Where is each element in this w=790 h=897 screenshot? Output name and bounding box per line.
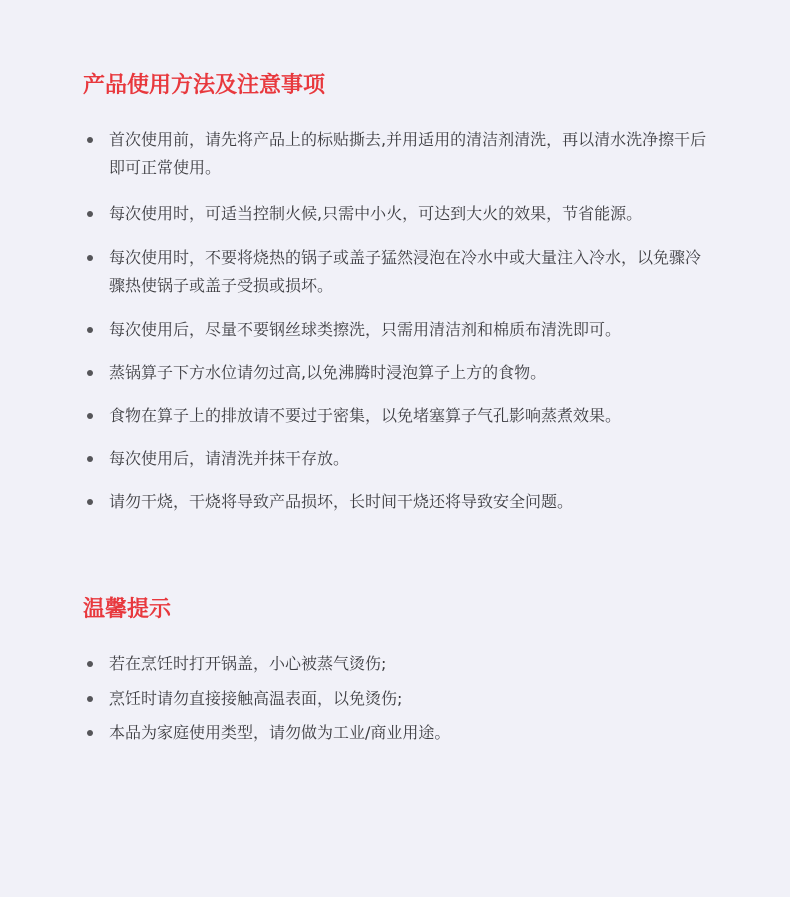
usage-title: 产品使用方法及注意事项 bbox=[83, 73, 326, 98]
list-item-text: 首次使用前，请先将产品上的标贴撕去,并用适用的清洁剂清洗，再以清水洗净擦干后即可正常使用。 bbox=[109, 130, 707, 177]
list-item-text: 蒸锅算子下方水位请勿过高,以免沸腾时浸泡算子上方的食物。 bbox=[109, 363, 547, 382]
bullet-icon bbox=[87, 370, 93, 376]
bullet-icon bbox=[87, 255, 93, 261]
list-item-text: 每次使用时，不要将烧热的锅子或盖子猛然浸泡在冷水中或大量注入冷水，以免骤冷骤热使锅子或盖子受损或损坏。 bbox=[109, 248, 702, 295]
bullet-icon bbox=[87, 696, 93, 702]
bullet-icon bbox=[87, 137, 93, 143]
tips-title: 温馨提示 bbox=[83, 597, 172, 622]
bullet-icon bbox=[87, 661, 93, 667]
list-item-text: 每次使用时，可适当控制火候,只需中小火，可达到大火的效果，节省能源。 bbox=[109, 204, 643, 223]
bullet-icon bbox=[87, 413, 93, 419]
list-item-text: 烹饪时请勿直接接触高温表面，以免烫伤; bbox=[109, 689, 403, 708]
bullet-icon bbox=[87, 327, 93, 333]
bullet-icon bbox=[87, 499, 93, 505]
list-item-text: 若在烹饪时打开锅盖，小心被蒸气烫伤; bbox=[109, 654, 387, 673]
bullet-icon bbox=[87, 211, 93, 217]
bullet-icon bbox=[87, 456, 93, 462]
list-item-text: 请勿干烧，干烧将导致产品损坏，长时间干烧还将导致安全问题。 bbox=[109, 492, 574, 511]
list-item-text: 本品为家庭使用类型，请勿做为工业/商业用途。 bbox=[109, 723, 451, 742]
bullet-icon bbox=[87, 730, 93, 736]
list-item-text: 每次使用后，请清洗并抹干存放。 bbox=[109, 449, 350, 468]
list-item-text: 每次使用后，尽量不要钢丝球类擦洗，只需用清洁剂和棉质布清洗即可。 bbox=[109, 320, 622, 339]
list-item-text: 食物在算子上的排放请不要过于密集，以免堵塞算子气孔影响蒸煮效果。 bbox=[109, 406, 622, 425]
